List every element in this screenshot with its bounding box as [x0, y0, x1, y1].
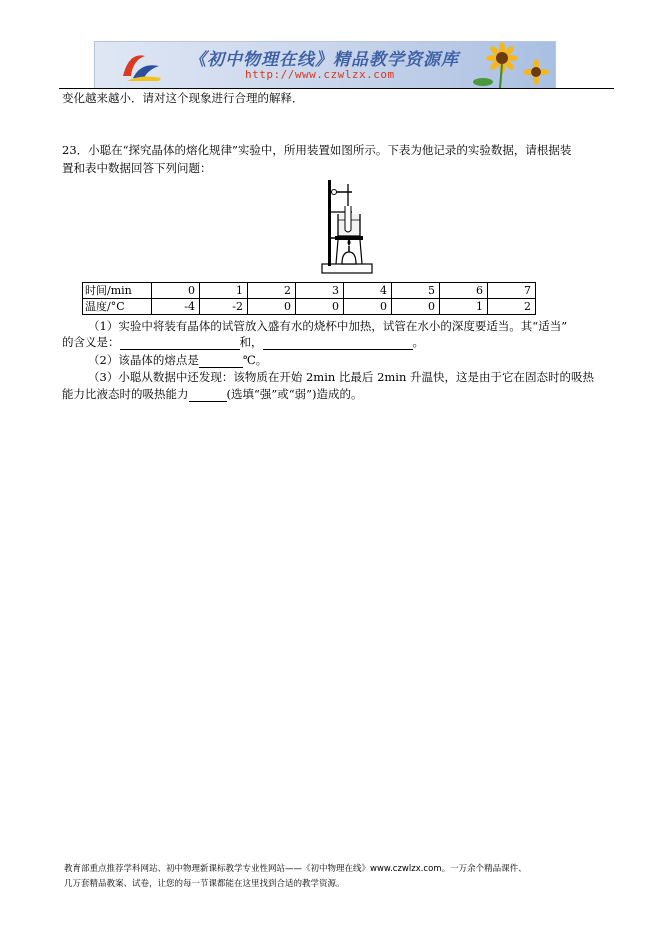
row-header-time: 时间/min: [83, 283, 152, 299]
time-cell: 0: [152, 283, 200, 299]
table-row-temperature: [83, 299, 536, 315]
banner-title: 《初中物理在线》精品教学资源库: [189, 50, 459, 70]
footer-line1: 教育部重点推荐学科网站、初中物理新课标教学专业性网站——《初中物理在线》www.czwlzx.com。一万余个精品课件、: [64, 864, 527, 874]
part3-prefix: 能力比液态时的吸热能力: [62, 387, 189, 401]
answer-blank-3[interactable]: [189, 389, 227, 402]
part1-line2: [62, 335, 424, 350]
temperature-cell: 0: [392, 299, 440, 315]
temperature-cell: 1: [440, 299, 488, 315]
part3-line1: （3）小聪从数据中还发现：该物质在开始 2min 比最后 2min 升温快，这是由于它在固态时的吸热: [88, 370, 595, 384]
temperature-cell: -2: [200, 299, 248, 315]
part1-line1: （1）实验中将装有晶体的试管放入盛有水的烧杯中加热，试管在水小的深度要适当。其“适当”: [88, 319, 568, 333]
part2-suffix: ℃。: [242, 353, 268, 367]
answer-blank-1b[interactable]: [263, 337, 413, 350]
time-cell: 3: [296, 283, 344, 299]
temperature-cell: 0: [248, 299, 296, 315]
part1-mid: 和，: [239, 335, 263, 349]
time-cell: 1: [200, 283, 248, 299]
site-logo-icon: [119, 48, 163, 84]
time-cell: 6: [440, 283, 488, 299]
temperature-cell: 0: [344, 299, 392, 315]
temperature-cell: 0: [296, 299, 344, 315]
time-cell: 7: [488, 283, 536, 299]
time-cell: 5: [392, 283, 440, 299]
part1-prefix: 的含义是：: [62, 335, 120, 349]
footer-line2: 几万套精品教案、试卷，让您的每一节课都能在这里找到合适的教学资源。: [64, 879, 345, 889]
part2-prefix: （2）该晶体的熔点是: [88, 353, 199, 367]
data-table: [82, 282, 536, 315]
time-cell: 4: [344, 283, 392, 299]
row-header-temperature: 温度/°C: [83, 299, 152, 315]
part1-end: 。: [412, 335, 424, 349]
page-footer: [64, 862, 527, 892]
table-row-time: [83, 283, 536, 299]
part3-line2: [62, 387, 363, 402]
question-stem-line1: 23．小聪在“探究晶体的熔化规律”实验中，所用装置如图所示。下表为他记录的实验数据，请根据装: [62, 143, 572, 157]
temperature-cell: 2: [488, 299, 536, 315]
answer-blank-1a[interactable]: [120, 337, 240, 350]
part2-line: [88, 353, 267, 368]
time-cell: 2: [248, 283, 296, 299]
header-divider: [59, 88, 614, 89]
intro-text: 变化越来越小．请对这个现象进行合理的解释．: [62, 91, 304, 105]
sunflower-icon: [463, 42, 553, 88]
melting-apparatus-figure: [318, 178, 376, 276]
header-banner: [94, 41, 556, 89]
temperature-cell: -4: [152, 299, 200, 315]
question-stem-line2: 置和表中数据回答下列问题：: [62, 161, 212, 175]
banner-url: http://www.czwlzx.com: [245, 68, 395, 81]
part3-suffix: (选填“强”或“弱”)造成的。: [226, 387, 363, 401]
answer-blank-2[interactable]: [199, 355, 243, 368]
